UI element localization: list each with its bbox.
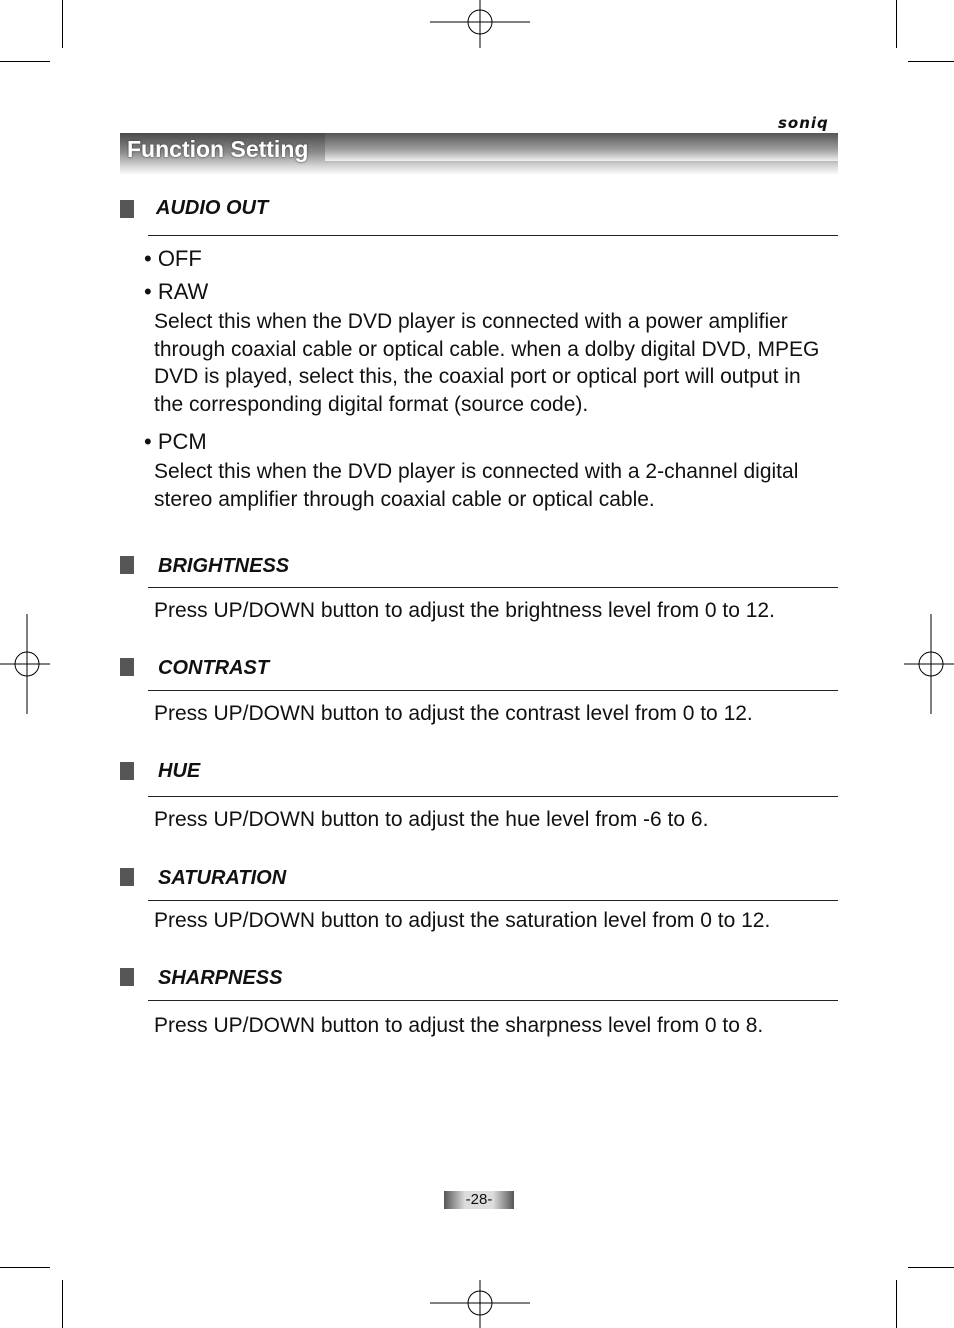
crop-mark — [896, 0, 897, 48]
registration-mark-left — [0, 614, 50, 714]
crop-mark — [62, 0, 63, 48]
section-marker — [120, 556, 134, 574]
option-raw-description: Select this when the DVD player is connected with a power amplifier through coaxial cable or optical cable. when a dolby digital DVD, MPEG DVD is played, select this, the coaxial port or optical port will output in the corresponding digital format (source code). — [154, 310, 820, 416]
hue-description: Press UP/DOWN button to adjust the hue level from -6 to 6. — [154, 808, 709, 831]
brightness-description: Press UP/DOWN button to adjust the brightness level from 0 to 12. — [154, 599, 775, 622]
crop-mark — [896, 1280, 897, 1328]
section-heading-brightness: BRIGHTNESS — [158, 555, 290, 577]
crop-mark — [908, 1267, 954, 1268]
brand-logo: soniq — [778, 114, 829, 132]
section-heading-saturation: SATURATION — [158, 867, 287, 889]
section-heading-hue: HUE — [158, 760, 201, 782]
registration-mark-top — [430, 0, 530, 48]
crop-mark — [0, 1267, 50, 1268]
saturation-description: Press UP/DOWN button to adjust the saturation level from 0 to 12. — [154, 909, 771, 932]
section-divider — [148, 1000, 838, 1001]
section-divider — [148, 690, 838, 691]
option-raw: • RAW — [144, 279, 209, 304]
crop-mark — [0, 61, 50, 62]
registration-mark-right — [904, 614, 954, 714]
section-divider — [148, 900, 838, 901]
page-title: Function Setting — [127, 136, 309, 162]
registration-mark-bottom — [430, 1280, 530, 1328]
section-marker — [120, 762, 134, 780]
section-marker — [120, 200, 134, 218]
section-divider — [148, 587, 838, 588]
crop-mark — [62, 1280, 63, 1328]
option-pcm: • PCM — [144, 429, 207, 454]
section-divider — [148, 796, 838, 797]
section-divider — [148, 235, 838, 236]
sharpness-description: Press UP/DOWN button to adjust the sharpness level from 0 to 8. — [154, 1014, 764, 1037]
option-off: • OFF — [144, 246, 202, 271]
section-marker — [120, 658, 134, 676]
section-heading-sharpness: SHARPNESS — [158, 967, 283, 989]
contrast-description: Press UP/DOWN button to adjust the contrast level from 0 to 12. — [154, 702, 753, 725]
section-marker — [120, 968, 134, 986]
section-heading-contrast: CONTRAST — [158, 657, 270, 679]
section-heading-audio-out: AUDIO OUT — [156, 197, 269, 219]
crop-mark — [908, 61, 954, 62]
section-marker — [120, 868, 134, 886]
option-pcm-description: Select this when the DVD player is connected with a 2-channel digital stereo amplifier through coaxial cable or optical cable. — [154, 460, 799, 511]
page-number: -28- — [444, 1191, 514, 1209]
